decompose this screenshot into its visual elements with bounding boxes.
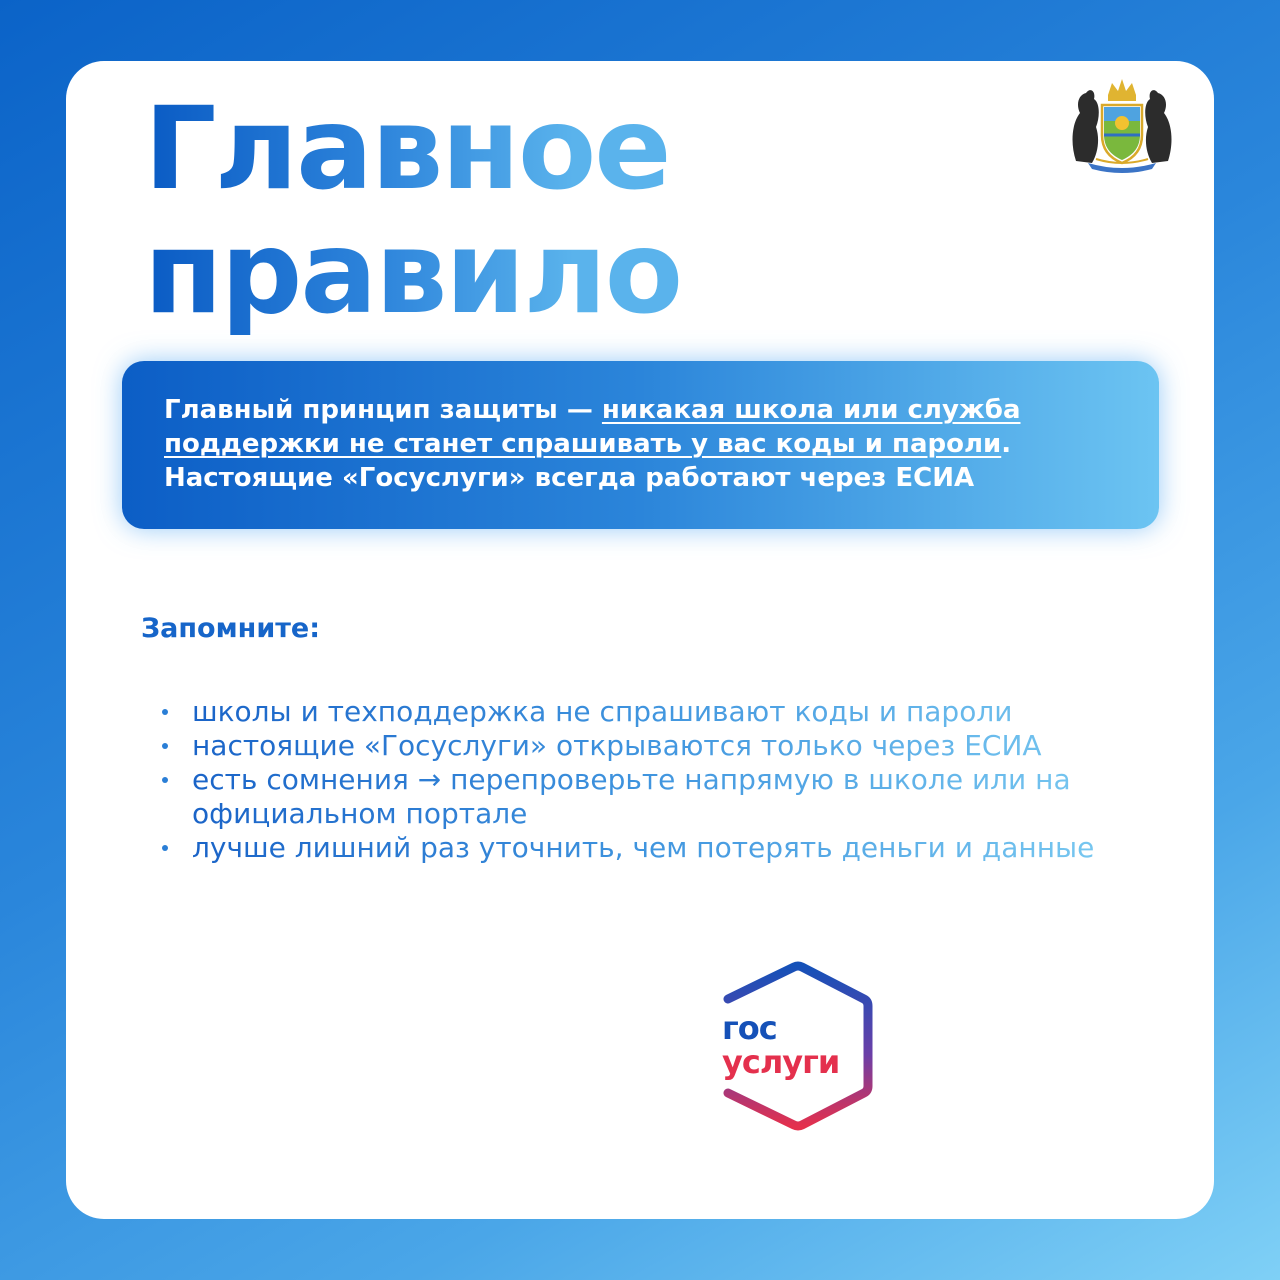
remember-heading: Запомните: — [141, 613, 321, 644]
principle-outro: . Настоящие «Госуслуги» всегда работают через ЕСИА — [164, 429, 1012, 493]
title-line-2: правило — [144, 206, 682, 339]
list-item-text: лучше лишний раз уточнить, чем потерять деньги и данные — [192, 831, 1095, 864]
list-item — [160, 831, 1100, 865]
title-line-1: Главное — [144, 82, 670, 215]
principle-intro: Главный принцип защиты — — [164, 395, 602, 425]
gosuslugi-logo-text — [722, 1011, 839, 1079]
list-item — [160, 729, 1100, 763]
tyumen-region-coat-of-arms-icon — [1066, 73, 1178, 173]
list-item — [160, 695, 1100, 729]
list-item-text: школы и техподдержка не спрашивают коды и пароли — [192, 695, 1013, 728]
bullet-dot-icon — [162, 845, 168, 851]
bullet-dot-icon — [162, 777, 168, 783]
list-item — [160, 763, 1100, 831]
main-principle-banner — [122, 361, 1159, 529]
list-item-text: настоящие «Госуслуги» открываются только через ЕСИА — [192, 729, 1042, 762]
main-principle-text — [164, 393, 1124, 495]
remember-list — [160, 695, 1100, 865]
principle-underlined: никакая школа или служба поддержки не станет спрашивать у вас коды и пароли — [164, 395, 1021, 459]
logo-word-uslugi: услуги — [722, 1043, 840, 1081]
list-item-text: есть сомнения → перепроверьте напрямую в школе или на официальном портале — [192, 763, 1071, 830]
bullet-dot-icon — [162, 743, 168, 749]
logo-word-gos: гос — [722, 1009, 777, 1047]
content-card — [66, 61, 1214, 1219]
bullet-dot-icon — [162, 709, 168, 715]
page-title — [144, 82, 682, 339]
